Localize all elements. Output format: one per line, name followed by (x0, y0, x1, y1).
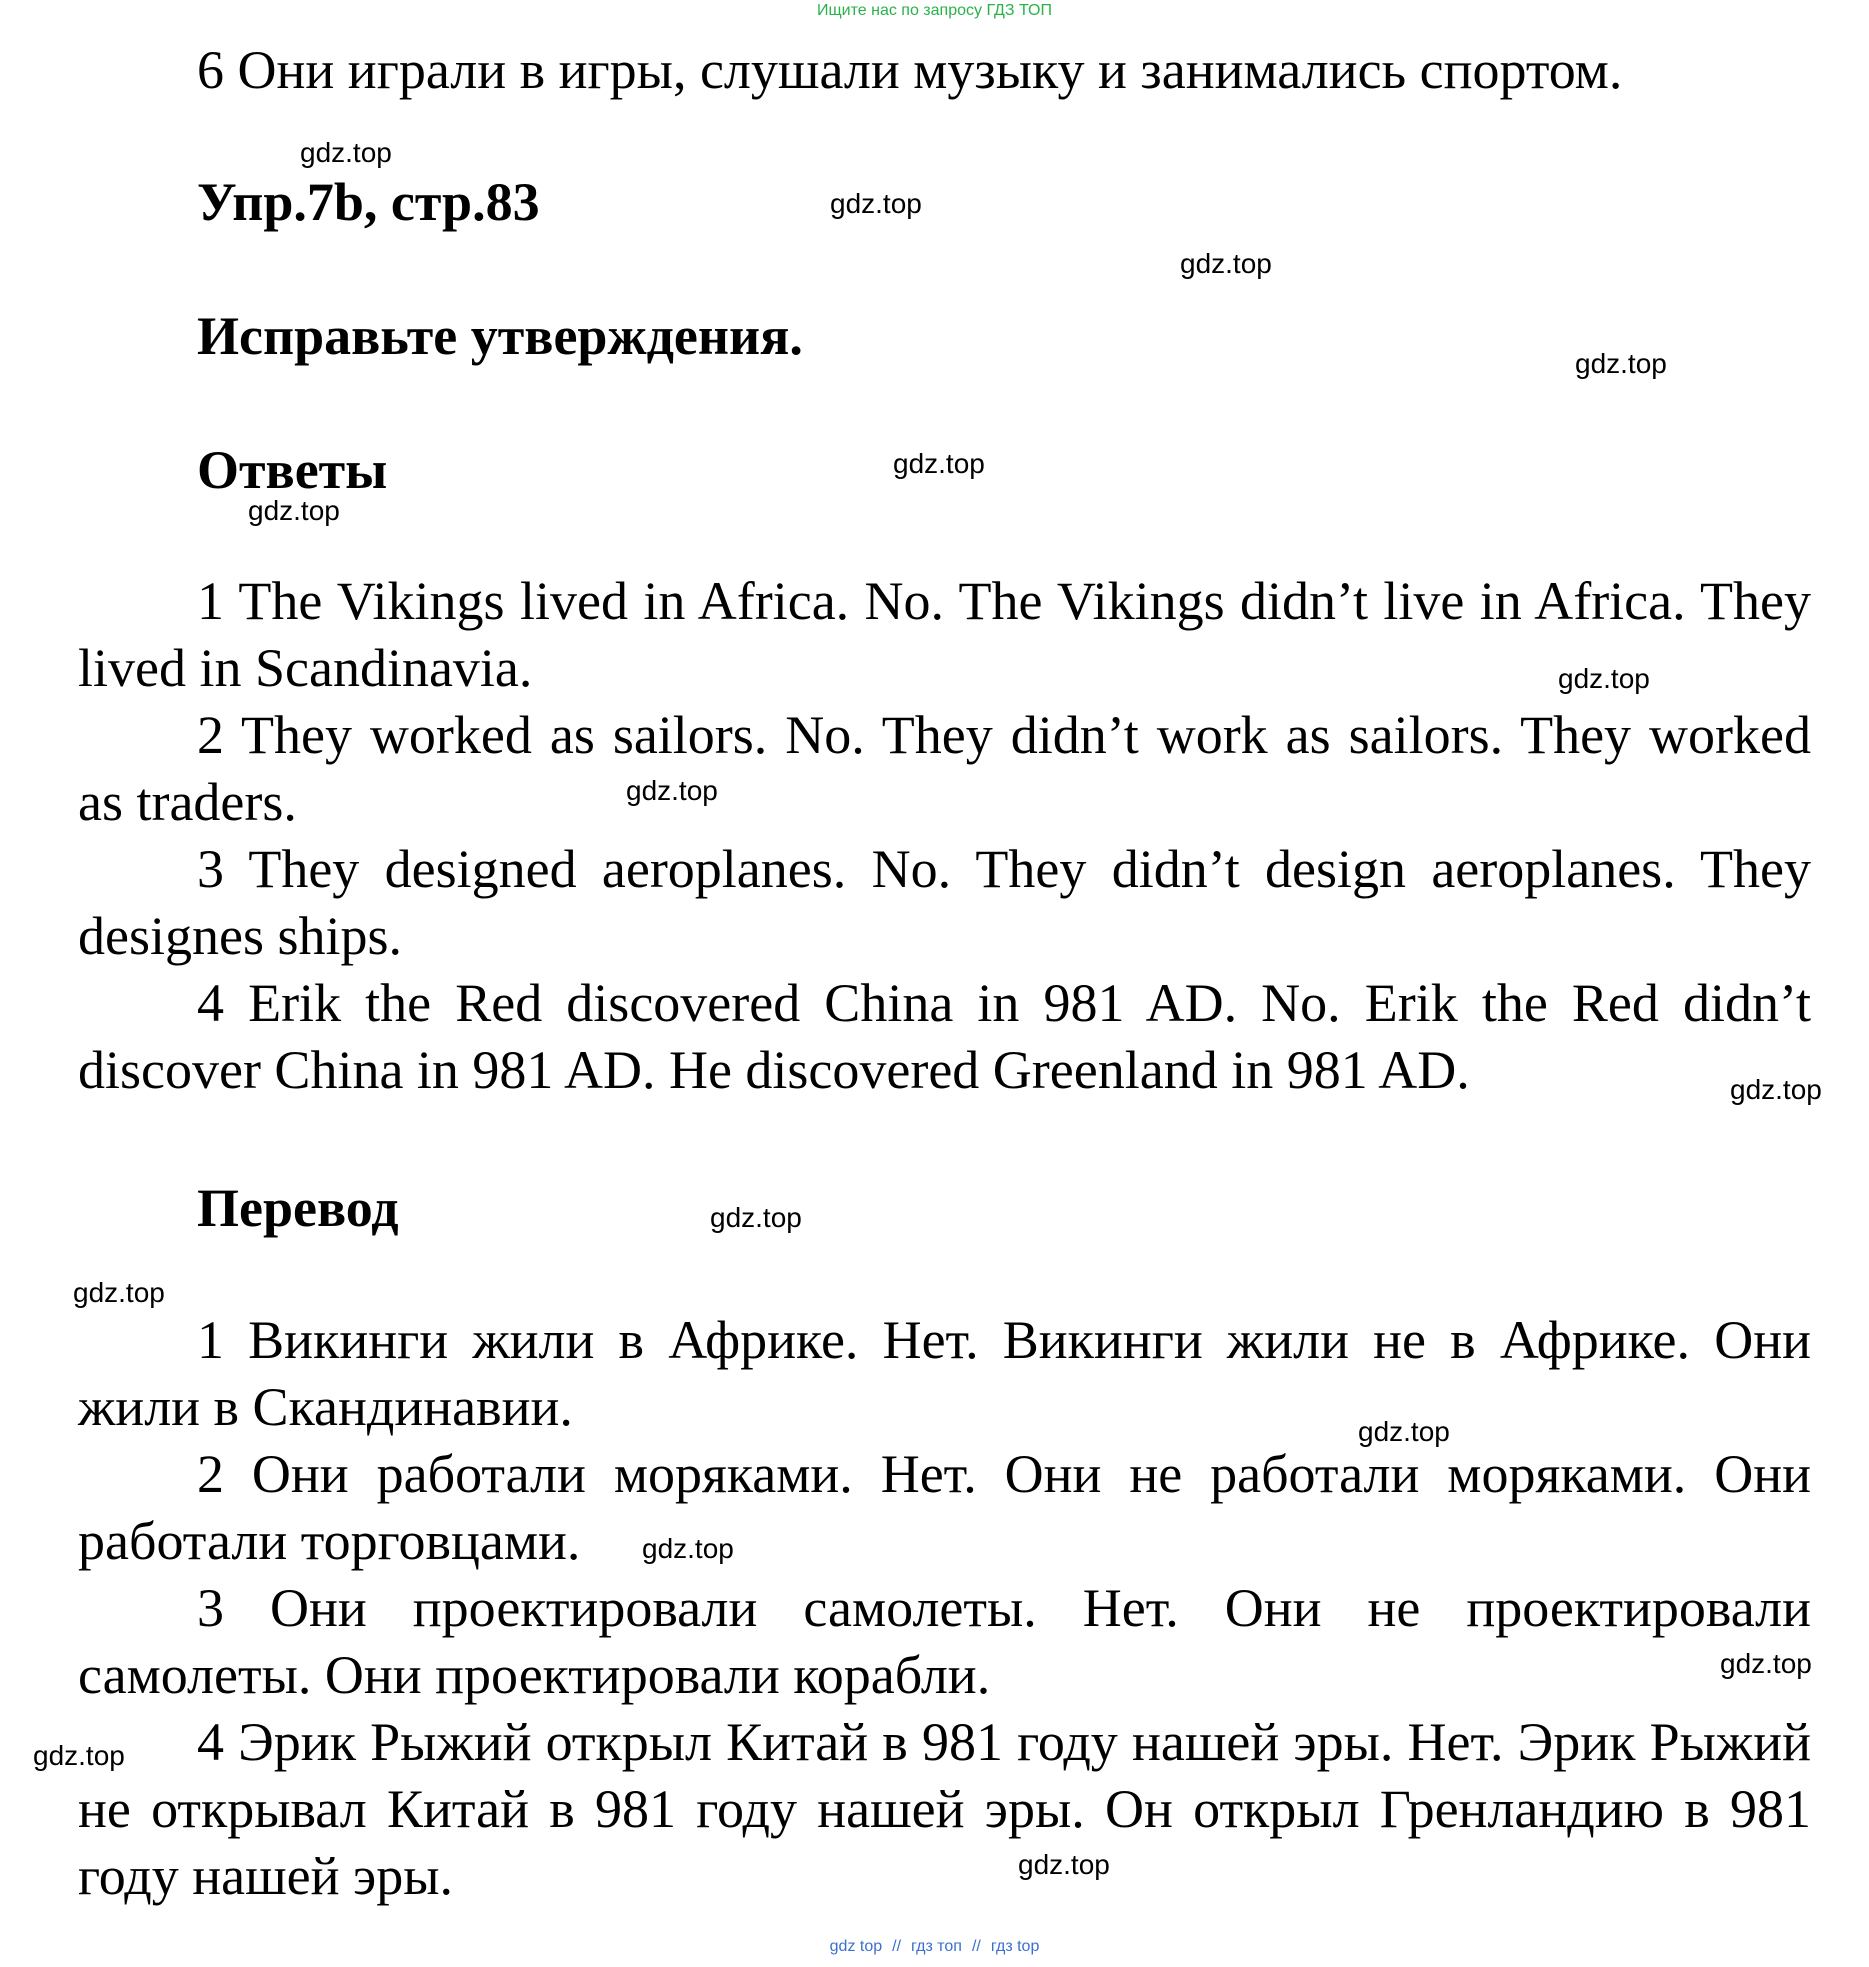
footer-link[interactable]: гдз top (990, 1938, 1040, 1955)
watermark: gdz.top (33, 1740, 125, 1771)
answer-1 (78, 568, 1811, 702)
translation-2-text: 2 Они работали моряками. Нет. Они не работали моряками. Они работали торговцами. (78, 1444, 1811, 1571)
watermark: gdz.top (1558, 663, 1650, 694)
translation-1-text: 1 Викинги жили в Африке. Нет. Викинги жили не в Африке. Они жили в Скандинавии. (78, 1310, 1811, 1437)
watermark: gdz.top (300, 137, 392, 168)
footer-separator: // (971, 1938, 981, 1955)
footer-separator: // (892, 1938, 902, 1955)
translation-2 (78, 1441, 1811, 1575)
answer-3-text: 3 They designed aeroplanes. No. They didn’t design aeroplanes. They designes ships. (78, 839, 1811, 966)
translation-4-text: 4 Эрик Рыжий открыл Китай в 981 году нашей эры. Нет. Эрик Рыжий не открывал Китай в 981 году нашей эры. Он открыл Гренландию в 981 году нашей эры. (78, 1712, 1811, 1906)
answer-2 (78, 702, 1811, 836)
translation-heading: Перевод (197, 1178, 399, 1238)
watermark: gdz.top (893, 448, 985, 479)
watermark: gdz.top (73, 1277, 165, 1308)
answer-4-text: 4 Erik the Red discovered China in 981 AD. No. Erik the Red didn’t discover China in 981 AD. He discovered Greenland in 981 AD. (78, 973, 1811, 1100)
answer-2-text: 2 They worked as sailors. No. They didn’t work as sailors. They worked as traders. (78, 705, 1811, 832)
answer-1-text: 1 The Vikings lived in Africa. No. The Vikings didn’t live in Africa. They lived in Scandinavia. (78, 571, 1811, 698)
watermark: gdz.top (248, 495, 340, 526)
translation-3-text: 3 Они проектировали самолеты. Нет. Они не проектировали самолеты. Они проектировали корабли. (78, 1578, 1811, 1705)
watermark: gdz.top (1358, 1416, 1450, 1447)
watermark: gdz.top (626, 775, 718, 806)
translation-1 (78, 1307, 1811, 1441)
answer-4 (78, 970, 1811, 1104)
watermark: gdz.top (642, 1533, 734, 1564)
search-banner[interactable]: Ищите нас по запросу ГДЗ ТОП (817, 2, 1052, 19)
footer-links (0, 1938, 1869, 1956)
watermark: gdz.top (830, 188, 922, 219)
intro-line: 6 Они играли в игры, слушали музыку и занимались спортом. (197, 40, 1623, 100)
footer-link[interactable]: gdz top (829, 1938, 883, 1955)
answers-heading: Ответы (197, 440, 388, 500)
watermark: gdz.top (710, 1202, 802, 1233)
exercise-title: Упр.7b, стр.83 (197, 172, 540, 232)
footer-link[interactable]: гдз топ (911, 1938, 962, 1955)
answer-3 (78, 836, 1811, 970)
watermark: gdz.top (1575, 348, 1667, 379)
translation-3 (78, 1575, 1811, 1709)
watermark: gdz.top (1720, 1648, 1812, 1679)
watermark: gdz.top (1730, 1074, 1822, 1105)
task-heading: Исправьте утверждения. (197, 306, 803, 366)
watermark: gdz.top (1018, 1849, 1110, 1880)
translation-4 (78, 1709, 1811, 1910)
watermark: gdz.top (1180, 248, 1272, 279)
